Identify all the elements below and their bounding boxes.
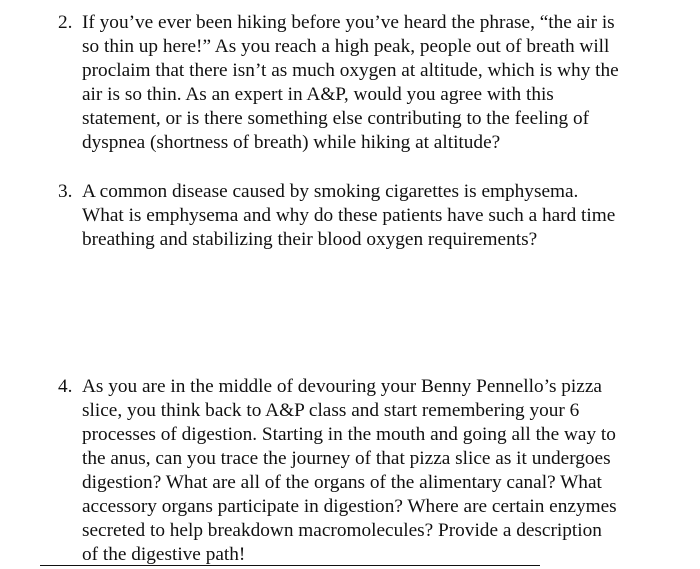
question-text [82,375,678,567]
question-number: 3. [58,181,73,202]
question-3 [58,180,678,252]
bottom-divider [40,565,540,566]
text-line: A common disease caused by smoking cigarettes is emphysema. [82,181,579,202]
question-number: 2. [58,12,73,33]
text-line: If you’ve ever been hiking before you’ve heard the phrase, “the air is [82,12,615,33]
text-line: air is so thin. As an expert in A&P, would you agree with this [82,84,554,105]
text-line: of the digestive path! [82,544,246,565]
text-line: What is emphysema and why do these patients have such a hard time [82,205,616,226]
text-line: statement, or is there something else contributing to the feeling of [82,108,590,129]
question-4 [58,375,678,567]
text-line: secreted to help breakdown macromolecules? Provide a description [82,520,602,541]
text-line: dyspnea (shortness of breath) while hiking at altitude? [82,132,501,153]
text-line: so thin up here!” As you reach a high peak, people out of breath will [82,36,610,57]
question-2 [58,11,678,155]
question-text [82,180,678,252]
question-number: 4. [58,376,73,397]
text-line: the anus, can you trace the journey of that pizza slice as it undergoes [82,448,611,469]
text-line: As you are in the middle of devouring your Benny Pennello’s pizza [82,376,602,397]
question-text [82,11,678,155]
text-line: digestion? What are all of the organs of the alimentary canal? What [82,472,602,493]
text-line: breathing and stabilizing their blood oxygen requirements? [82,229,538,250]
text-line: slice, you think back to A&P class and start remembering your 6 [82,400,580,421]
text-line: processes of digestion. Starting in the mouth and going all the way to [82,424,616,445]
text-line: proclaim that there isn’t as much oxygen at altitude, which is why the [82,60,619,81]
text-line: accessory organs participate in digestion? Where are certain enzymes [82,496,617,517]
